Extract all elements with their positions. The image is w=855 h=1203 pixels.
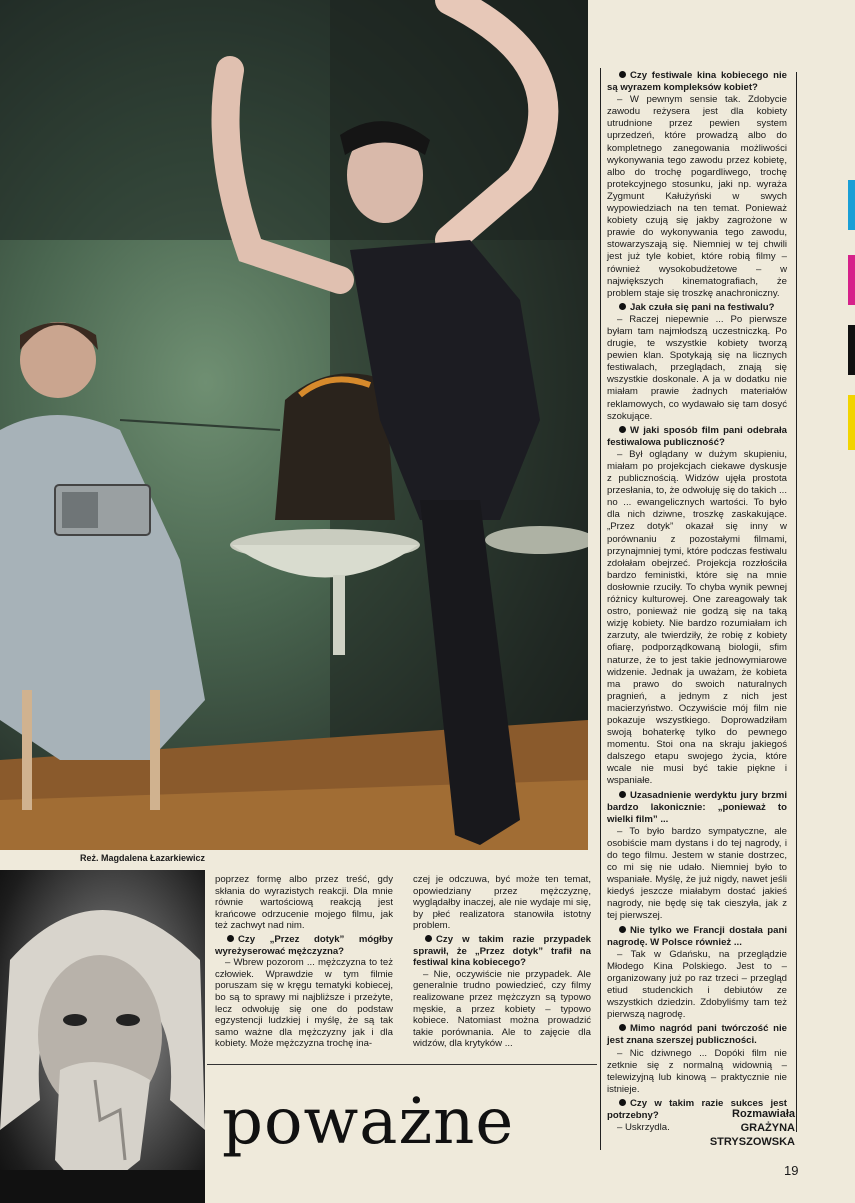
question: Czy festiwale kina kobiecego nie są wyrazem kompleksów kobiet? [607,70,787,94]
bullet-icon [227,935,234,942]
bullet-icon [619,926,626,933]
answer: – To było bardzo sympatyczne, ale osobiście mam dystans i do tej nagrody, i do tego filmu. Jestem w stanie dostrzec, co mi się nie udało. Niemniej było to wspaniałe. Myślę, że już nigdy, nawet jeśli kiedyś jeszcze miałabym dostać jakieś nagrody, nie będę się tak cieszyła, jak z tej pierwszej. [607,825,787,922]
headline: poważne [222,1085,515,1159]
question: Czy w takim razie sukces jest potrzebny? [607,1097,787,1121]
question: Czy „Przez dotyk” mógłby wyreżyserować mężczyzna? [215,933,393,957]
byline-surname: STRYSZOWSKA [709,1136,795,1148]
answer: – Nic dziwnego ... Dopóki film nie zetknie się z normalną widownią – telewizyjną lub kinową – praktycznie nie istnieje. [607,1047,787,1095]
bullet-icon [425,935,432,942]
text-column-2 [413,874,591,1050]
cyan-registration-mark [848,180,855,230]
page-number: 19 [784,1163,799,1178]
question: Czy w takim razie przypadek sprawił, że „Przez dotyk” trafił na festiwal kina kobiecego? [413,933,591,969]
byline-label: Rozmawiała [732,1108,795,1120]
answer: – Był oglądany w dużym skupieniu, miałam po projekcjach ciekawe dyskusje z publicznością. Widzów ujęła prostota przesłania, to, że odwołuję się do takich ... no ... ewangelicznych wartości. To było dla nich dziwne, troszkę zaskakujące. „Przez dotyk” okazał się inny w porównaniu z pozostałymi filmami, przynajmniej tymi, które podczas festiwalu zdołałam obejrzeć. Projekcja rozzłościła bardzo feministki, które się na mnie dosłownie rzuciły. To chyba wynik pewnej różnicy kulturowej. One zareagowały tak ostro, ponieważ nie godzą się na taką wizję kobiety. Nie bardzo rozumiałam ich zarzuty, ale twierdziły, że robię z kobiety ofiarę, podporządkowaną biologii, sfim naturze, że to jest takie jednowymiarowe widzenie. Jednak ja uważam, że kobieta ma prawo do swoich naturalnych pragnień, a jednym z nich jest macierzyństwo. Oczywiście mój film nie pokazuje wszystkiego. Doprowadziłam swoją bohaterkę tylko do pewnego momentu. Stoi ona na skraju jakiegoś dalszego etapu swojego życia, które wcale nie musi być takie piękne i wspaniałe. [607,448,787,787]
portrait-photo [0,870,205,1203]
answer: – W pewnym sensie tak. Zdobycie zawodu reżysera jest dla kobiety utrudnione przez pewien system uprzedzeń, które prowadzą albo do kompletnego zanegowania możliwości wykonywania tego zawodu przez kobietę, albo do trochę pogardliwego, trochę protekcyjnego stosunku, jaki np. wyraża Zygmunt Kałużyński w swych wypowiedziach na ten temat. Ponieważ kobiety czują się jakby zagrożone w prawie do wykonywania tego zawodu, stowarzyszają się. Niemniej w tej chwili jest już tyle kobiet, które robią filmy – również wysokobudżetowe – w największych kinematografiach, że problem staje się troszkę anachroniczny. [607,94,787,299]
black-registration-mark [848,325,855,375]
column-rule [796,72,797,1132]
answer: – Uskrzydla. [617,1122,670,1134]
interview-column [607,68,787,1134]
answer: – Tak w Gdańsku, na przeglądzie Młodego Kina Polskiego. Jest to – organizowany już po raz trzeci – przegląd etiud studenckich i debiutów ze wszystkich dziedzin. Zdobyliśmy tam też pierwszą nagrodę. [607,948,787,1021]
column-rule [600,68,601,1150]
magenta-registration-mark [848,255,855,305]
question: Uzasadnienie werdyktu jury brzmi bardzo lakonicznie: „ponieważ to wielki film” ... [607,789,787,825]
bullet-icon [619,1024,626,1031]
bullet-icon [619,1099,626,1106]
dancer-photo [0,0,588,850]
answer: – Raczej niepewnie ... Po pierwsze byłam tam najmłodszą uczestniczką. Po drugie, te wszystkie kobiety tworzą pewien klan. Spotykają się na licznych festiwalach, przeglądach, znają się wszystkie doskonale. A ja w dodatku nie miałam prawie żadnych materiałów reklamowych, co wydawało się tam dosyć szokujące. [607,313,787,422]
text-column-1 [215,874,393,1050]
photo-caption: Reż. Magdalena Łazarkiewicz [80,853,206,863]
byline [710,1107,795,1149]
bullet-icon [619,303,626,310]
title-rule [207,1064,597,1065]
question: Jak czuła się pani na festiwalu? [607,302,787,314]
question: W jaki sposób film pani odebrała festiwalowa publiczność? [607,424,787,448]
question: Mimo nagród pani twórczość nie jest znana szerszej publiczności. [607,1023,787,1047]
bullet-icon [619,71,626,78]
answer: – Nie, oczywiście nie przypadek. Ale generalnie trudno powiedzieć, czy filmy realizowane przez mężczyzn są typowo męskie, a przez kobiety – typowo kobiece. Natomiast można prowadzić takie porównania. Ale to zajęcie dla widzów, dla krytyków ... [413,968,591,1050]
question: Nie tylko we Francji dostała pani nagrodę. W Polsce również ... [607,924,787,948]
byline-name: GRAŻYNA [740,1122,795,1134]
answer: – Wbrew pozorom ... mężczyzna to też człowiek. Wprawdzie w tym filmie poruszam się w kręgu tematyki kobiecej, bo są to sprawy mi najbliższe i przeżyte, lecz odwołuję się one do podstaw egzystencji ludzkiej i myślę, że są tak samo ważne dla mężczyzny jak i dla kobiety. Może mężczyzna trochę ina- [215,957,393,1050]
bullet-icon [619,791,626,798]
paragraph: czej je odczuwa, być może ten temat, opowiedziany przez mężczyznę, wyglądałby inaczej, ale nie wydaje mi się, by płeć realizatora stanowiła istotny problem. [413,874,591,932]
bullet-icon [619,426,626,433]
paragraph: poprzez formę albo przez treść, gdy skłania do wyrazistych reakcji. Dla mnie równie wartościową reakcją jest krańcowe odrzucenie mojego filmu, jak też zachwyt nad nim. [215,874,393,932]
yellow-registration-mark [848,395,855,450]
